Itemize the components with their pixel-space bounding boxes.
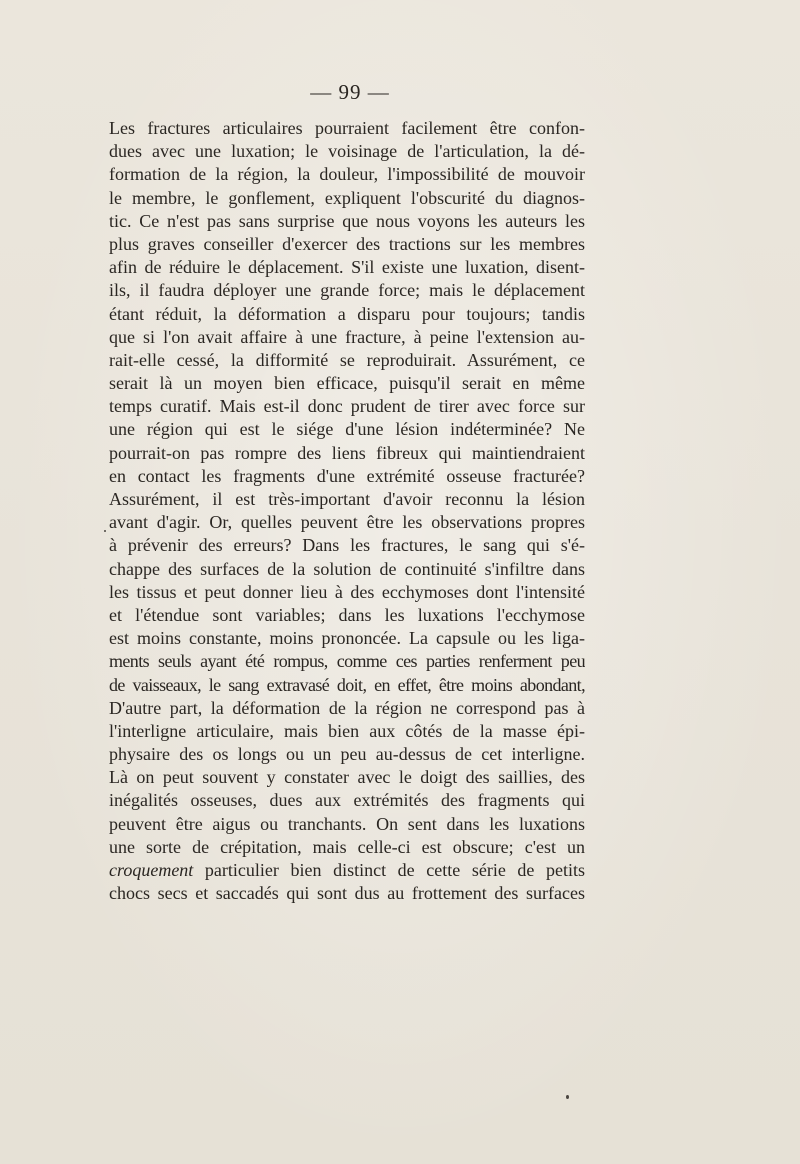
text-line-final: chocs secs et saccadés qui sont dus au frottement des surfaces [109, 883, 585, 904]
text-line: le membre, le gonflement, expliquent l'obscurité du diagnos- [109, 187, 585, 208]
text-line: peuvent être aigus ou tranchants. On sent dans les luxations [109, 813, 585, 834]
paper-speck [566, 1095, 569, 1099]
text-line: temps curatif. Mais est-il donc prudent de tirer avec force sur [109, 396, 585, 417]
text-line: serait là un moyen bien efficace, puisqu'il serait en même [109, 373, 585, 394]
text-line: rait-elle cessé, la difformité se reproduirait. Assurément, ce [109, 349, 585, 370]
body-paragraph [109, 117, 585, 905]
text-line: Là on peut souvent y constater avec le doigt des saillies, des [109, 767, 585, 788]
text-line: physaire des os longs ou un peu au-dessus de cet interligne. [109, 744, 585, 765]
text-line: avant d'agir. Or, quelles peuvent être les observations propres [109, 512, 585, 533]
text-line: chappe des surfaces de la solution de continuité s'infiltre dans [109, 558, 585, 579]
text-line: que si l'on avait affaire à une fracture, à peine l'extension au- [109, 326, 585, 347]
text-line: tic. Ce n'est pas sans surprise que nous voyons les auteurs les [109, 210, 585, 231]
italic-line-rest: particulier bien distinct de cette série de petits [193, 860, 585, 880]
text-line: étant réduit, la déformation a disparu pour toujours; tandis [109, 303, 585, 324]
text-line: une région qui est le siége d'une lésion indéterminée? Ne [109, 419, 585, 440]
text-line: l'interligne articulaire, mais bien aux côtés de la masse épi- [109, 720, 585, 741]
text-line: est moins constante, moins prononcée. La capsule ou les liga- [109, 628, 585, 649]
text-line: une sorte de crépitation, mais celle-ci est obscure; c'est un [109, 836, 585, 857]
text-line: afin de réduire le déplacement. S'il existe une luxation, disent- [109, 257, 585, 278]
text-line: Les fractures articulaires pourraient facilement être confon- [109, 118, 585, 138]
text-line: pourrait-on pas rompre des liens fibreux qui maintiendraient [109, 442, 585, 463]
text-line: formation de la région, la douleur, l'impossibilité de mouvoir [109, 164, 585, 185]
text-line: D'autre part, la déformation de la région ne correspond pas à [109, 697, 585, 718]
text-line: dues avec une luxation; le voisinage de l'articulation, la dé- [109, 141, 585, 162]
page-number: — 99 — [310, 80, 390, 104]
text-line: inégalités osseuses, dues aux extrémités des fragments qui [109, 790, 585, 811]
text-line: et l'étendue sont variables; dans les luxations l'ecchymose [109, 604, 585, 625]
text-line: plus graves conseiller d'exercer des tractions sur les membres [109, 233, 585, 254]
text-line: ils, il faudra déployer une grande force; mais le déplacement [109, 280, 585, 301]
text-line: les tissus et peut donner lieu à des ecchymoses dont l'intensité [109, 581, 585, 602]
text-line: Assurément, il est très-important d'avoir reconnu la lésion [109, 489, 585, 509]
text-line: à prévenir des erreurs? Dans les fractures, le sang qui s'é- [109, 535, 585, 556]
text-line: en contact les fragments d'une extrémité osseuse fracturée? [109, 465, 585, 486]
text-line: de vaisseaux, le sang extravasé doit, en effet, être moins abondant, [109, 674, 585, 695]
italic-word: croquement [109, 860, 194, 880]
paper-speck [104, 530, 106, 532]
text-line: ments seuls ayant été rompus, comme ces parties renferment peu [109, 651, 585, 672]
text-line-italic [109, 859, 585, 882]
